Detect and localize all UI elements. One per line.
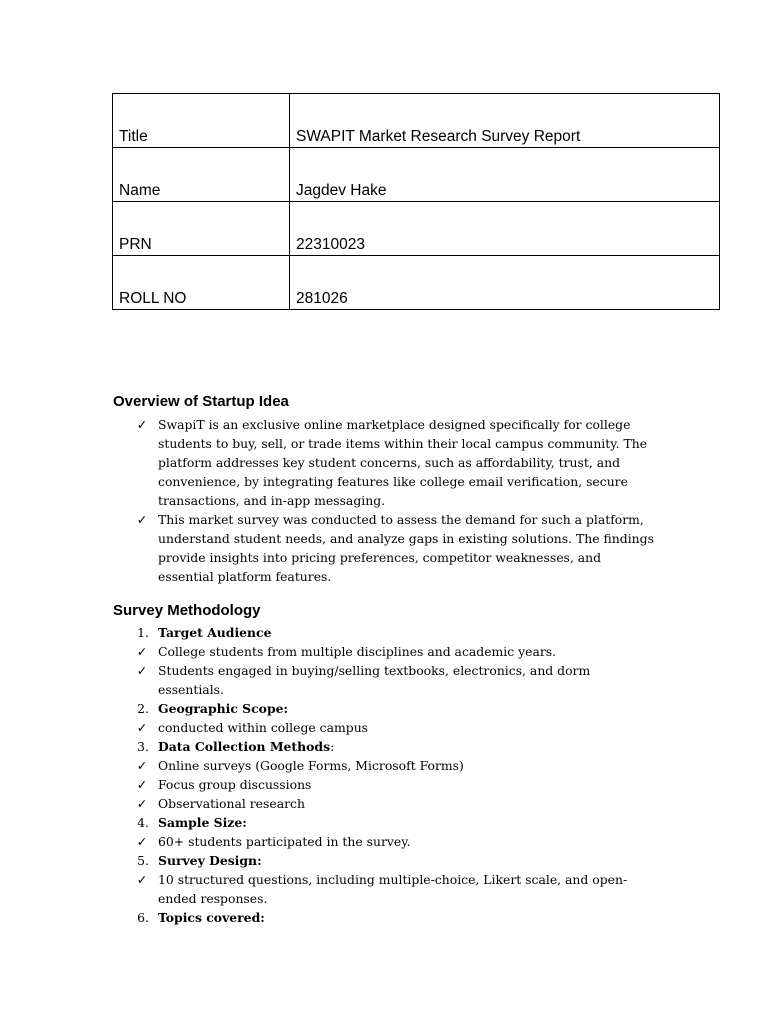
item-text: Target Audience [158,625,272,640]
list-item [0,510,658,586]
item-text: Observational research [158,796,305,811]
numbered-item [0,908,658,927]
info-row-roll-no [113,256,720,310]
list-item-text [158,813,658,832]
check-icon: ✓ [136,720,148,735]
list-item-text [158,832,658,851]
methodology-list [0,623,658,927]
methodology-heading: Survey Methodology [113,602,261,619]
item-suffix: : [330,739,335,754]
item-text: 10 structured questions, including multiple-choice, Likert scale, and open-ended responses. [158,872,628,906]
numbered-item [0,737,658,756]
item-text: Data Collection Methods [158,739,331,754]
list-item-text [158,870,658,908]
list-item [0,415,658,510]
check-icon: ✓ [136,796,148,811]
item-text: Online surveys (Google Forms, Microsoft Forms) [158,758,464,773]
check-item [0,756,658,775]
check-item [0,832,658,851]
item-text: Geographic Scope: [158,701,289,716]
info-row-prn [113,202,720,256]
list-item-text [158,794,658,813]
item-number: 4. [137,815,149,830]
info-row-name [113,148,720,202]
check-icon: ✓ [136,417,148,432]
list-item-text [158,699,658,718]
check-item [0,794,658,813]
list-item-text [158,908,658,927]
list-item-text [158,775,658,794]
item-number: 3. [137,739,149,754]
item-text: Sample Size: [158,815,247,830]
item-number: 6. [137,910,149,925]
item-text: Focus group discussions [158,777,312,792]
check-item [0,870,658,908]
item-number: 2. [137,701,149,716]
list-item-text [158,718,658,737]
info-label: Name [113,148,290,202]
numbered-item [0,699,658,718]
check-icon: ✓ [136,872,148,887]
list-item-text [158,661,658,699]
list-item-text [158,642,658,661]
item-text: Survey Design: [158,853,262,868]
check-icon: ✓ [136,758,148,773]
item-text: conducted within college campus [158,720,369,735]
overview-heading: Overview of Startup Idea [113,393,289,410]
item-text: Topics covered: [158,910,265,925]
check-item [0,775,658,794]
check-icon: ✓ [136,663,148,678]
info-row-title [113,94,720,148]
check-item [0,642,658,661]
check-icon: ✓ [136,777,148,792]
list-item-text: This market survey was conducted to assess the demand for such a platform, understand student needs, and analyze gaps in existing solutions. The findings provide insights into pricing preferences, competitor weaknesses, and essential platform features. [158,512,654,584]
item-number: 1. [137,625,149,640]
item-text: 60+ students participated in the survey. [158,834,411,849]
list-item-text [158,851,658,870]
item-text: College students from multiple disciplines and academic years. [158,644,557,659]
list-item-text [158,623,658,642]
list-item-text: SwapiT is an exclusive online marketplace designed specifically for college students to buy, sell, or trade items within their local campus community. The platform addresses key student concerns, such as affordability, trust, and convenience, by integrating features like college email verification, secure transactions, and in-app messaging. [158,417,648,508]
check-item [0,718,658,737]
info-label: PRN [113,202,290,256]
numbered-item [0,623,658,642]
info-table [112,93,720,310]
item-text: Students engaged in buying/selling textbooks, electronics, and dorm essentials. [158,663,591,697]
check-item [0,661,658,699]
check-icon: ✓ [136,512,148,527]
overview-list [0,415,658,586]
info-label: Title [113,94,290,148]
item-number: 5. [137,853,149,868]
numbered-item [0,851,658,870]
info-value: Jagdev Hake [290,148,720,202]
info-value: SWAPIT Market Research Survey Report [290,94,720,148]
info-value: 281026 [290,256,720,310]
check-icon: ✓ [136,644,148,659]
info-value: 22310023 [290,202,720,256]
info-label: ROLL NO [113,256,290,310]
list-item-text [158,737,658,756]
check-icon: ✓ [136,834,148,849]
list-item-text [158,756,658,775]
numbered-item [0,813,658,832]
